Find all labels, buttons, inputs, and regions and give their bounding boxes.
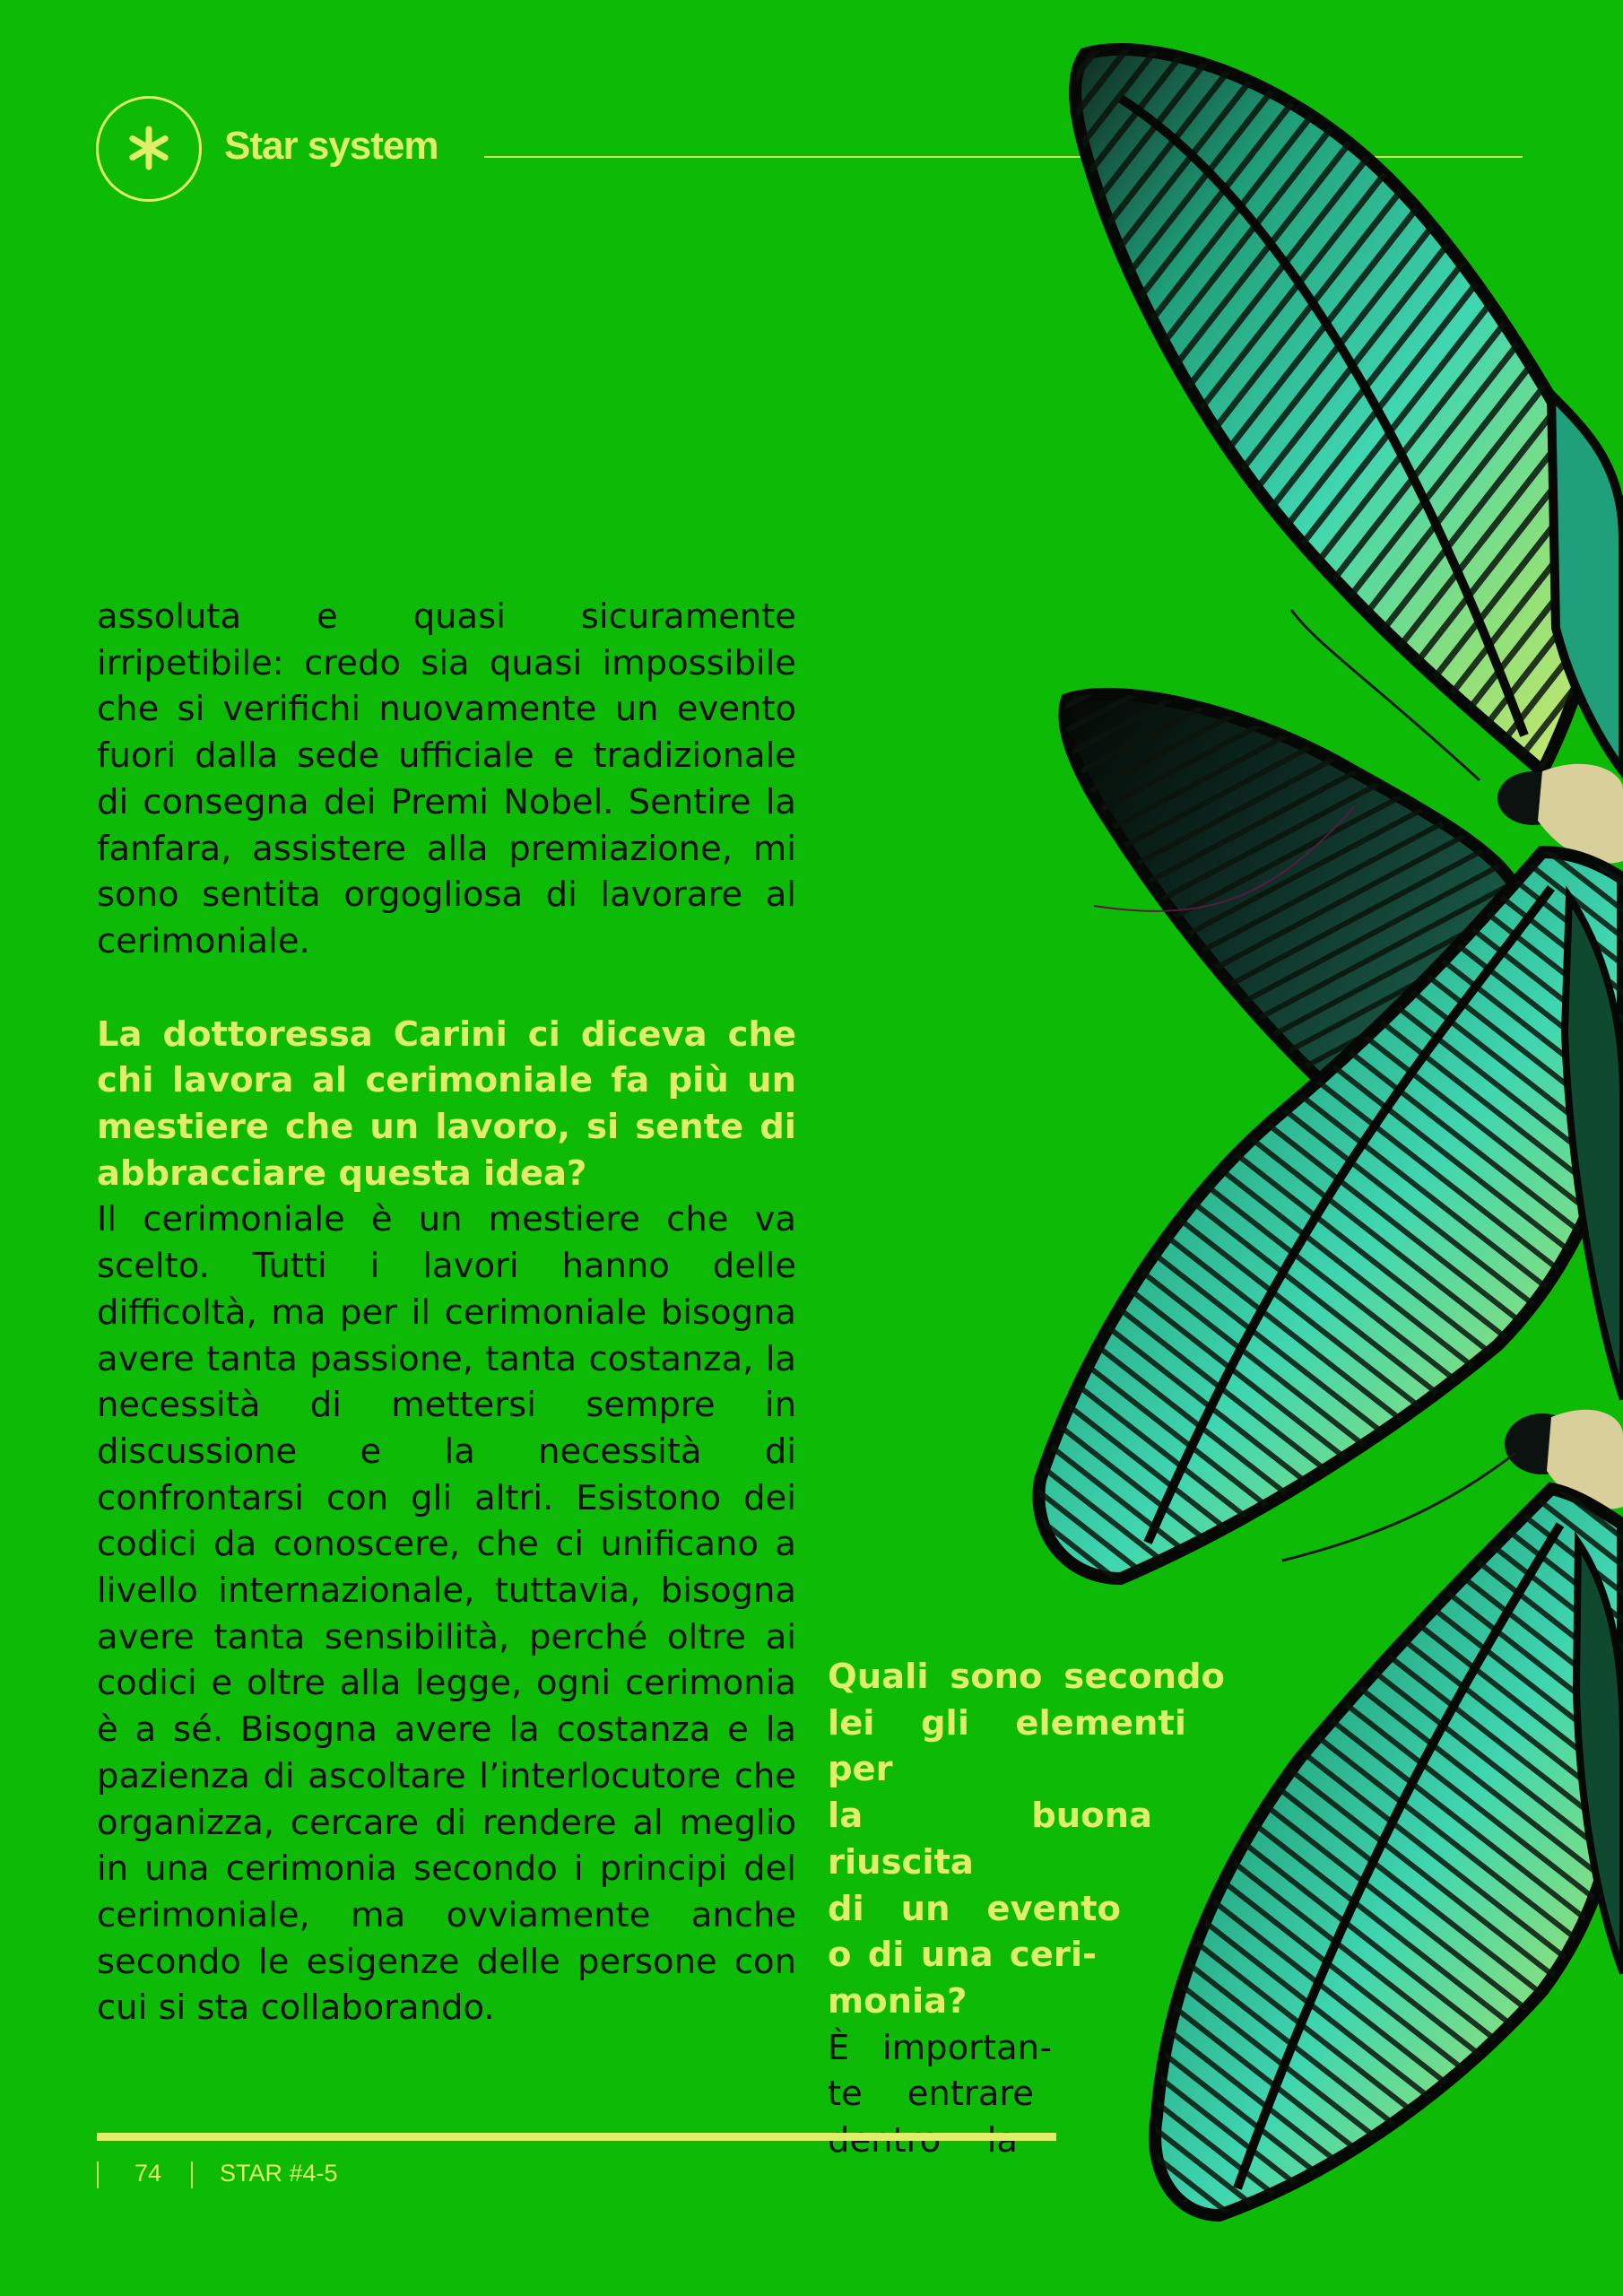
asterisk-icon — [99, 99, 199, 199]
body-paragraph: assoluta e quasi sicuramente irripetibile: credo sia quasi impossibile che si verifichi nuovamente un evento fuori dalla sede ufficiale e tradizionale di consegna dei Premi Nobel. Sentire la fanfara, assistere alla premiazione, mi sono sentita orgogliosa di lavorare al cerimoniale. — [97, 596, 796, 961]
issue-label: STAR #4-5 — [220, 2160, 338, 2187]
side-question-line: la buona riuscita — [828, 1796, 1152, 1883]
footer-divider — [191, 2161, 193, 2188]
side-question-line: di un evento — [828, 1888, 1121, 1929]
interview-question: La dottoressa Carini ci diceva che chi lavora al cerimoniale fa più un mestiere che un lavoro, si sente di abbracciare questa idea? — [97, 1013, 796, 1194]
interview-answer: Il cerimoniale è un mestiere che va scelto. Tutti i lavori hanno delle difficoltà, ma per il cerimoniale bisogna avere tanta passione, tanta costanza, la necessità di mettersi sempre in discussione e la necessità di confrontarsi con gli altri. Esistono dei codici da conoscere, che ci unificano a livello internazionale, tuttavia, bisogna avere tanta sensibilità, perché oltre ai codici e oltre alla legge, ogni cerimonia è a sé. Bisogna avere la costanza e la pazienza di ascoltare l’interlocutore che organizza, cercare di rendere al meglio in una cerimonia secondo i principi del cerimoniale, ma ovviamente anche secondo le esigenze delle persone con cui si sta collaborando. — [97, 1199, 796, 2029]
page-number: 74 — [135, 2160, 162, 2187]
side-answer-line: te entrare — [828, 2074, 1034, 2115]
side-answer — [828, 2025, 1231, 2164]
side-question — [828, 1654, 1231, 2025]
side-question-line: monia? — [828, 1980, 968, 2022]
section-badge — [96, 96, 202, 202]
section-label: Star system — [224, 124, 438, 168]
side-column — [828, 1654, 1231, 2164]
side-question-line: lei gli elementi per — [828, 1702, 1186, 1790]
side-answer-line: È importan- — [828, 2027, 1052, 2068]
footer-divider — [97, 2161, 99, 2188]
footer-bar — [97, 2133, 1056, 2141]
side-question-line: Quali sono secondo — [828, 1657, 1225, 1697]
paragraph-spacer — [97, 965, 796, 1012]
main-column — [97, 594, 796, 2031]
side-question-line: o di una ceri- — [828, 1935, 1097, 1976]
